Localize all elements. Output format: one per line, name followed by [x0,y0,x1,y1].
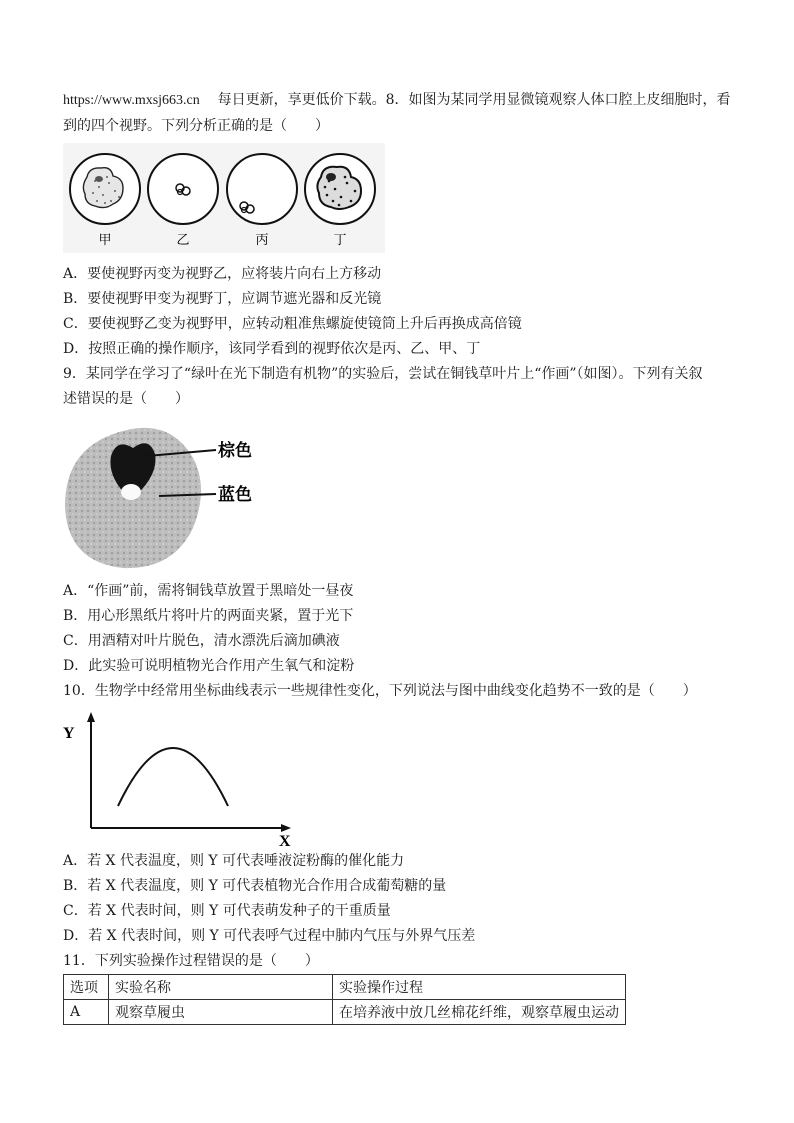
leaf-drawing-figure [63,420,263,570]
q10-option-a: A．若 X 代表温度，则 Y 可代表唾液淀粉酶的催化能力 [63,853,405,869]
q9-stem-line1: 9．某同学在学习了“绿叶在光下制造有机物”的实验后，尝试在铜钱草叶片上“作画”（如图）。下列有关叙 [63,366,703,382]
field-label-bing: 丙 [255,233,269,248]
field-yi [148,154,218,224]
field-label-yi: 乙 [176,233,190,248]
field-ding [305,154,375,224]
source-url: https://www.mxsj663.cn [63,93,200,108]
light-spot [121,484,141,500]
q9-option-b: B．用心形黑纸片将叶片的两面夹紧，置于光下 [63,608,354,624]
q10-option-d: D．若 X 代表时间，则 Y 可代表呼气过程中肺内气压与外界气压差 [63,928,476,944]
label-brown: 棕色 [218,441,252,461]
table-header-cell: 实验操作过程 [333,975,626,1000]
q9-stem-line2: 述错误的是（ ） [63,391,189,407]
y-axis-arrow [87,712,95,722]
table-header-row [64,975,626,1000]
q10-stem: 10．生物学中经常用坐标曲线表示一些规律性变化，下列说法与图中曲线变化趋势不一致的是（ ） [63,683,697,699]
q9-option-a: A．“作画”前，需将铜钱草放置于黑暗处一昼夜 [63,583,354,599]
q8-option-a: A．要使视野丙变为视野乙，应将装片向右上方移动 [63,266,382,282]
field-jia [70,154,140,224]
curve-graph [63,710,303,850]
field-bing [227,154,297,224]
table-header-cell: 选项 [64,975,109,1000]
q9-option-d: D．此实验可说明植物光合作用产生氧气和淀粉 [63,658,355,674]
q9-option-c: C．用酒精对叶片脱色，清水漂洗后滴加碘液 [63,633,340,649]
table-cell: 在培养液中放几丝棉花纤维，观察草履虫运动 [333,1000,626,1025]
table-row [64,1000,626,1025]
x-axis-label: X [279,833,291,850]
q8-stem-line1 [63,91,730,110]
experiment-table [63,974,626,1025]
x-axis-arrow [281,824,291,832]
microscope-fields-figure [63,143,385,253]
q8-option-c: C．要使视野乙变为视野甲，应转动粗准焦螺旋使镜筒上升后再换成高倍镜 [63,316,522,332]
table-cell: A [64,1000,109,1025]
q8-option-d: D．按照正确的操作顺序，该同学看到的视野依次是丙、乙、甲、丁 [63,341,481,357]
q8-stem-line2: 到的四个视野。下列分析正确的是（ ） [63,118,329,134]
field-label-ding: 丁 [333,233,347,248]
q11-stem: 11．下列实验操作过程错误的是（ ） [63,953,319,969]
table-header-cell: 实验名称 [109,975,333,1000]
y-axis-label: Y [63,725,75,742]
q8-stem-text: 每日更新，享更低价下载。8．如图为某同学用显微镜观察人体口腔上皮细胞时，看 [217,92,731,108]
q10-option-c: C．若 X 代表时间，则 Y 可代表萌发种子的干重质量 [63,903,391,919]
label-blue: 蓝色 [218,485,252,505]
field-label-jia: 甲 [98,233,112,248]
curve [118,748,228,806]
q8-option-b: B．要使视野甲变为视野丁，应调节遮光器和反光镜 [63,291,382,307]
table-cell: 观察草履虫 [109,1000,333,1025]
q10-option-b: B．若 X 代表温度，则 Y 可代表植物光合作用合成葡萄糖的量 [63,878,447,894]
